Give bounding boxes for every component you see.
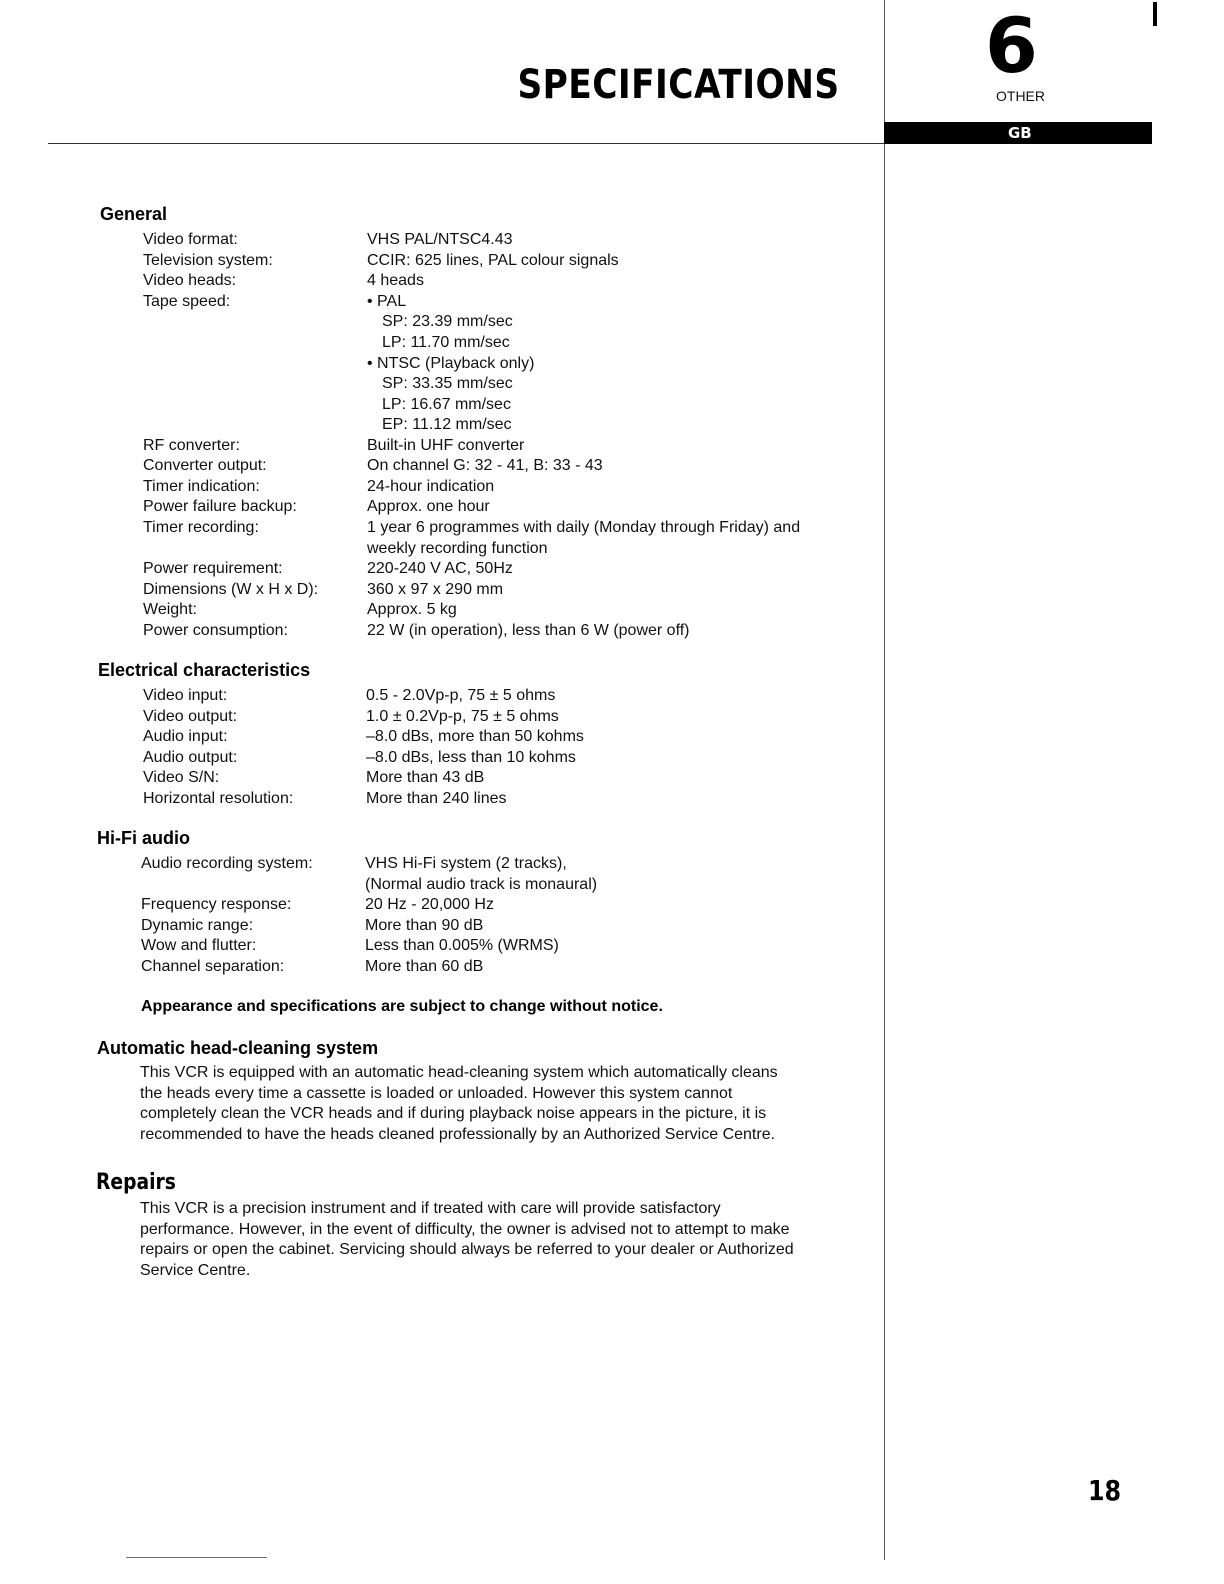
spec-label: Video output: — [143, 708, 238, 725]
electrical-heading: Electrical characteristics — [98, 660, 311, 680]
spec-value: SP: 33.35 mm/sec — [382, 375, 513, 392]
spec-label: Power failure backup: — [143, 498, 297, 515]
page-number: 18 — [1088, 1474, 1122, 1507]
spec-value: More than 43 dB — [366, 769, 485, 786]
spec-value: –8.0 dBs, more than 50 kohms — [366, 728, 584, 745]
spec-label: Video S/N: — [143, 769, 220, 786]
spec-label: Television system: — [143, 252, 273, 269]
chapter-number: 6 — [985, 1, 1038, 90]
spec-label: Dynamic range: — [141, 917, 254, 934]
paragraph-line: Service Centre. — [140, 1261, 251, 1279]
spec-label: Power consumption: — [143, 622, 288, 639]
spec-value: Built-in UHF converter — [367, 437, 525, 454]
general-heading: General — [100, 204, 168, 224]
change-notice: Appearance and specifications are subject to change without notice. — [141, 998, 663, 1015]
spec-label: Video heads: — [143, 272, 237, 289]
spec-label: Audio input: — [143, 728, 228, 745]
spec-value: 24-hour indication — [367, 478, 495, 495]
spec-value: More than 90 dB — [365, 917, 484, 934]
spec-label: Audio recording system: — [141, 855, 313, 872]
paragraph-line: the heads every time a cassette is loaded or unloaded. However this system cannot — [140, 1084, 733, 1102]
spec-value: 22 W (in operation), less than 6 W (power off) — [367, 622, 690, 639]
spec-value: • NTSC (Playback only) — [367, 355, 535, 372]
chapter-label: OTHER — [996, 88, 1045, 104]
paragraph-line: completely clean the VCR heads and if during playback noise appears in the picture, it is — [140, 1105, 767, 1122]
head-cleaning-paragraph — [140, 1063, 840, 1145]
paragraph-line: performance. However, in the event of difficulty, the owner is advised not to attempt to make — [140, 1220, 790, 1238]
repairs-heading: Repairs — [96, 1170, 176, 1195]
scan-underline — [126, 1557, 267, 1558]
spec-value: • PAL — [367, 293, 407, 310]
spec-value: Approx. one hour — [367, 498, 490, 515]
column-divider — [884, 0, 885, 1560]
spec-value: 1 year 6 programmes with daily (Monday through Friday) and — [367, 519, 801, 536]
spec-value: 1.0 ± 0.2Vp-p, 75 ± 5 ohms — [366, 708, 559, 725]
spec-label: Timer indication: — [143, 478, 260, 495]
spec-value: 360 x 97 x 290 mm — [367, 581, 504, 598]
paragraph-line: This VCR is equipped with an automatic head-cleaning system which automatically cleans — [140, 1064, 778, 1081]
spec-label: Channel separation: — [141, 958, 285, 975]
header-rule — [48, 143, 884, 144]
edge-mark — [1153, 2, 1157, 26]
spec-value: weekly recording function — [367, 540, 548, 557]
spec-value: –8.0 dBs, less than 10 kohms — [366, 749, 576, 766]
spec-label: Wow and flutter: — [141, 937, 257, 954]
spec-value: EP: 11.12 mm/sec — [382, 416, 512, 433]
spec-value: More than 60 dB — [365, 958, 484, 975]
paragraph-line: recommended to have the heads cleaned professionally by an Authorized Service Centre. — [140, 1125, 776, 1143]
spec-value: 0.5 - 2.0Vp-p, 75 ± 5 ohms — [366, 687, 556, 704]
spec-value: More than 240 lines — [366, 790, 507, 807]
spec-label: Frequency response: — [141, 896, 292, 913]
spec-label: Horizontal resolution: — [143, 790, 294, 807]
spec-value: (Normal audio track is monaural) — [365, 876, 598, 893]
spec-value: LP: 16.67 mm/sec — [382, 396, 511, 413]
paragraph-line: repairs or open the cabinet. Servicing should always be referred to your dealer or Authorized — [140, 1241, 794, 1258]
region-tab-label: GB — [1008, 124, 1032, 142]
spec-value: VHS PAL/NTSC4.43 — [367, 231, 513, 248]
spec-value: SP: 23.39 mm/sec — [382, 313, 513, 330]
spec-label: RF converter: — [143, 437, 240, 454]
spec-value: VHS Hi-Fi system (2 tracks), — [365, 855, 567, 872]
spec-value: 4 heads — [367, 272, 424, 289]
spec-label: Weight: — [143, 601, 197, 618]
repairs-paragraph — [140, 1199, 840, 1281]
paragraph-line: This VCR is a precision instrument and if treated with care will provide satisfactory — [140, 1200, 721, 1217]
hifi-heading: Hi-Fi audio — [97, 828, 190, 848]
spec-value: 20 Hz - 20,000 Hz — [365, 896, 494, 913]
spec-label: Converter output: — [143, 457, 267, 474]
spec-label: Audio output: — [143, 749, 238, 766]
spec-value: Approx. 5 kg — [367, 601, 457, 618]
head-cleaning-heading: Automatic head-cleaning system — [97, 1038, 379, 1058]
spec-label: Dimensions (W x H x D): — [143, 581, 319, 598]
spec-label: Timer recording: — [143, 519, 259, 536]
spec-label: Video input: — [143, 687, 228, 704]
spec-value: On channel G: 32 - 41, B: 33 - 43 — [367, 457, 603, 474]
spec-value: Less than 0.005% (WRMS) — [365, 937, 559, 954]
page-title: SPECIFICATIONS — [517, 62, 840, 108]
spec-value: CCIR: 625 lines, PAL colour signals — [367, 252, 619, 269]
spec-label: Video format: — [143, 231, 238, 248]
spec-label: Power requirement: — [143, 560, 283, 577]
spec-value: LP: 11.70 mm/sec — [382, 334, 510, 351]
spec-label: Tape speed: — [143, 293, 231, 310]
spec-value: 220-240 V AC, 50Hz — [367, 560, 513, 577]
